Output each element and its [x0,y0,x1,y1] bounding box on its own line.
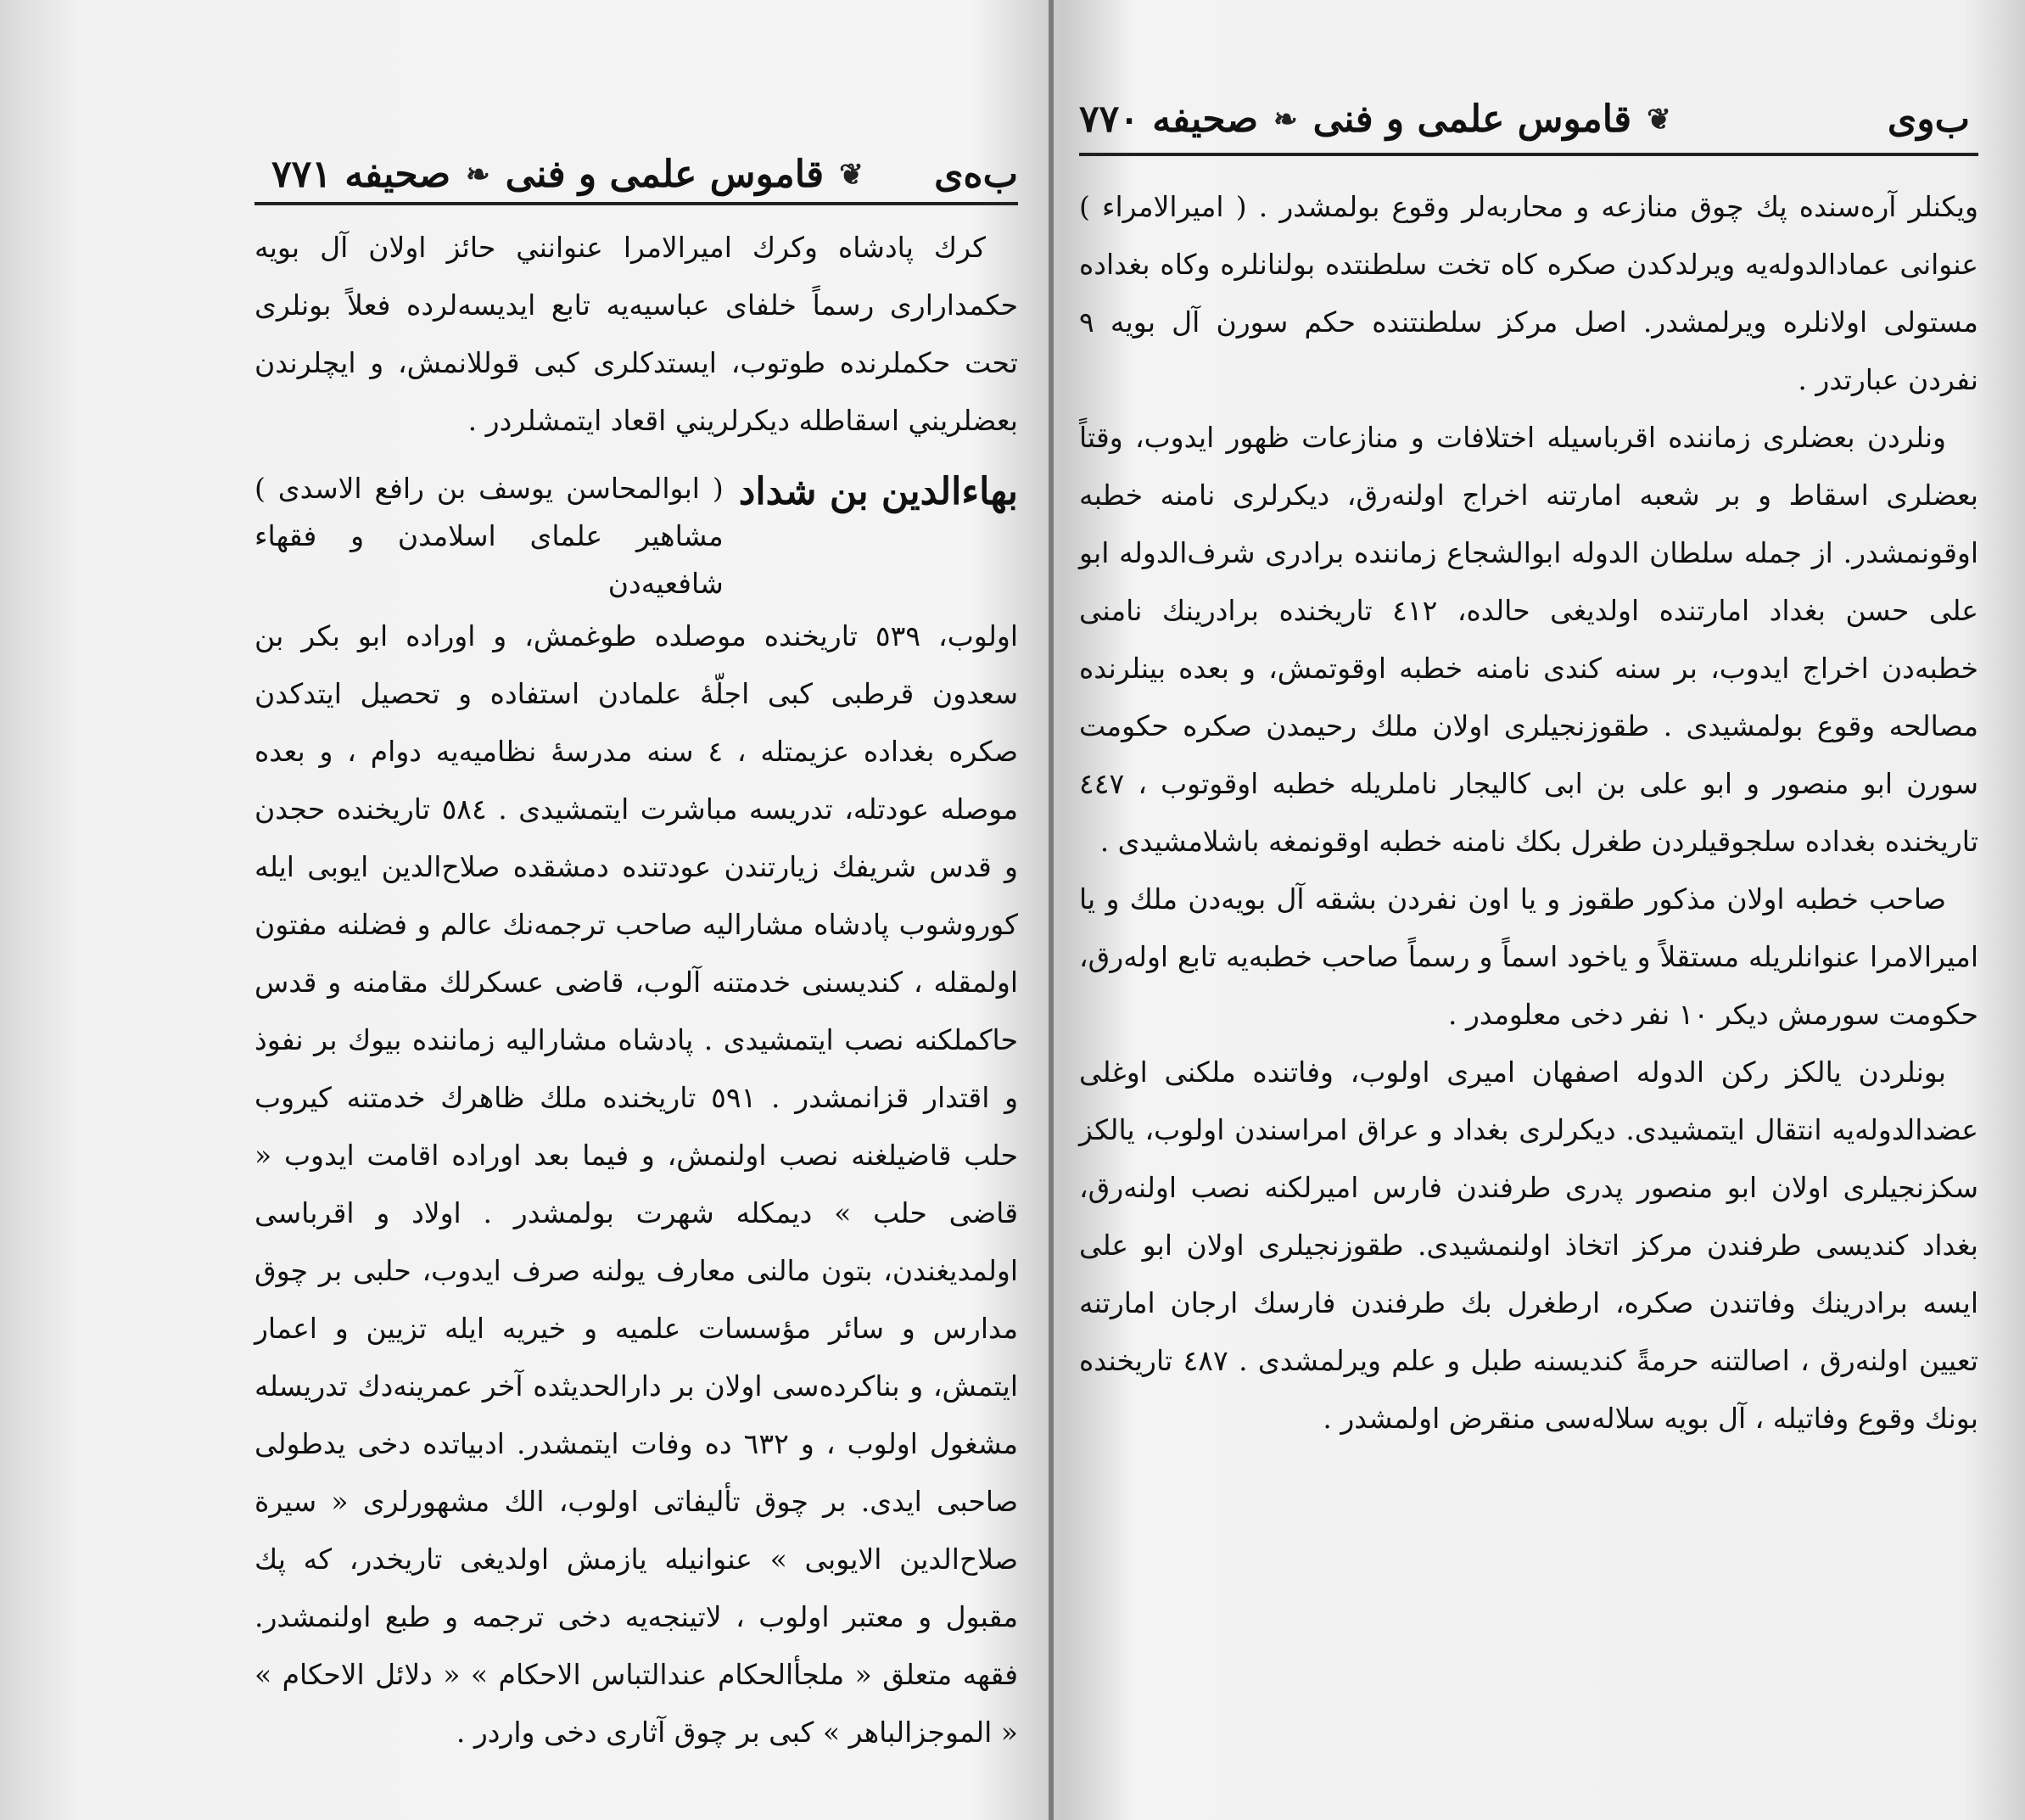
entry-heading [255,465,1018,608]
left-header-rule [255,202,1018,205]
right-header-title: قاموس علمى و فنى [1312,98,1632,141]
right-header-entry: ب‌وى [1887,98,1970,141]
right-header-page-number: صحيفه ٧٧٠ [1079,98,1259,141]
left-header-entry: ب‌ه‌ى [934,153,1018,196]
left-page-header [271,153,1018,196]
right-paragraph: ويكنلر آره‌سنده پك چوق منازعه و محاربه‌لر وقوع بولمشدر . ( اميرالامراء ) عنوانى عمادالدوله‌يه ويرلدكدن صكره كاه تخت سلطنتده بولنانلره وكاه بغداده مستولى اولانلره ويرلمشدر. اصل مركز سلطنتنده حكم سورن آل بويه ٩ نفردن عبارتدر . [1079,190,1978,396]
entry-subtitle: ( ابوالمحاسن يوسف بن رافع الاسدى ) مشاهير علماى اسلامدن و فقهاء شافعيه‌دن [255,472,724,600]
entry-name: بهاءالدين بن شداد [738,470,1018,513]
right-header-title-group [1079,98,1671,141]
left-header-title-group [271,153,864,196]
ornament-icon: ❦ [839,157,864,192]
ornament-icon: ❧ [466,157,490,192]
right-paragraph: بونلردن يالكز ركن الدوله اصفهان اميرى اولوب، وفاتنده ملكنى اوغلى عضدالدوله‌يه انتقال ايتمشيدى. ديكرلرى بغداد و عراق امراسندن اولوب، يالكز سكزنجيلرى اولان ابو منصور پدرى طرفندن فارس اميرلكنه نصب اولنه‌رق، بغداد كنديسى طرفندن مركز اتخاذ اولنمشيدى. طقوزنجيلرى اولان ابو على ايسه برادرينك وفاتندن صكره، ارطغرل بك طرفندن فارسك ارجان امارتنه تعيين اولنه‌رق ، اصالتنه حرمةً كنديسنه طبل و علم ويرلمشدى . ٤٨٧ تاريخنده بونك وقوع وفاتيله ، آل بويه سلاله‌سى منقرض اولمشدر . [1079,1056,1978,1435]
right-paragraph: صاحب خطبه اولان مذكور طقوز و يا اون نفردن بشقه آل بويه‌دن ملك و يا اميرالامرا عنوانلريله مستقلاً و ياخود اسماً و رسماً صاحب خطبه‌يه تابع اوله‌رق، حكومت سورمش ديكر ١٠ نفر دخى معلومدر . [1079,882,1978,1031]
right-page-body [1079,178,1978,1448]
ornament-icon: ❧ [1273,102,1298,137]
right-page [1054,0,2025,1820]
right-paragraph: ونلردن بعضلرى زماننده اقرباسيله اختلافات و منازعات ظهور ايدوب، وقتاً بعضلرى اسقاط و بر شعبه امارتنه اخراج اولنه‌رق، ديكرلرى نامنه خطبه اوقونمشدر. از جمله سلطان الدوله ابوالشجاع زماننده برادرى شرف‌الدوله ابو على حسن بغداد امارتنده اولديغى حالده، ٤١٢ تاريخنده برادرينك نامنى خطبه‌دن اخراج ايدوب، بر سنه كندى نامنه خطبه اوقوتمش، و بعده بينلرنده مصالحه وقوع بولمشيدى . طقوزنجيلرى اولان ملك رحيمدن صكره حكومت سورن ابو منصور و ابو على بن ابى كاليجار ناملريله خطبه اوقوتوب ، ٤٤٧ تاريخنده بغداده سلجوقيلردن طغرل بكك نامنه خطبه اوقونمغه باشلامشيدى . [1079,421,1978,858]
entry-text: اولوب، ٥٣٩ تاريخنده موصلده طوغمش، و اوراده ابو بكر بن سعدون قرطبى كبى اجلّهٔ علمادن استفاده و تحصيل ايتدكدن صكره بغداده عزيمتله ، ٤ سنه مدرسهٔ نظاميه‌يه دوام ، و بعده موصله عودتله، تدريسه مباشرت ايتمشيدى . ٥٨٤ تاريخنده حجدن و قدس شريفك زيارتندن عودتنده دمشقده صلاح‌الدين ايوبى ايله كوروشوب پادشاه مشاراليه صاحب ترجمه‌نك عالم و فضلنه مفتون اولمقله ، كنديسنى خدمتنه آلوب، قاضى عسكرلك مقامنه و قدس حاكملكنه نصب ايتمشيدى . پادشاه مشاراليه زماننده بيوك بر نفوذ و اقتدار قزانمشدر . ٥٩١ تاريخنده ملك ظاهرك خدمتنه كيروب حلب قاضيلغنه نصب اولنمش، و فيما بعد اوراده اقامت ايدوب « قاضى حلب » ديمكله شهرت بولمشدر . اولاد و اقرباسى اولمديغندن، بتون مالنى معارف يولنه صرف ايدوب، حلبى بر چوق مدارس و سائر مؤسسات علميه و خيريه ايله تزيين و اعمار ايتمش، و بناكرده‌سى اولان بر دارالحديثده آخر عمرينه‌دك تدريسله مشغول اولوب ، و ٦٣٢ ده وفات ايتمشدر. ادبياتده دخى يدطولى صاحبى ايدى. بر چوق تأليفاتى اولوب، الك مشهورلرى « سيرة صلاح‌الدين الايوبى » عنوانيله يازمش اولديغى تاريخدر، كه پك مقبول و معتبر اولوب ، لاتينجه‌يه دخى ترجمه و طبع اولنمشدر. فقهه متعلق « ملجأالحكام عندالتباس الاحكام » « دلائل الاحكام » « الموجزالباهر » كبى بر چوق آثارى دخى واردر . [255,619,1019,1749]
left-header-page-number: صحيفه ٧٧١ [271,153,451,196]
right-page-header [1079,98,1970,141]
right-header-rule [1079,153,1978,156]
left-intro-paragraph: كرك پادشاه وكرك اميرالامرا عنوانني حائز اولان آل بويه حكمدارارى رسماً خلفاى عباسيه‌يه تابع ايديسه‌لرده فعلاً بونلرى تحت حكملرنده طوتوب، ايستدكلرى كبى قوللانمش، و ايچلرندن بعضلريني اسقاطله ديكرلريني اقعاد ايتمشلردر . [255,231,1018,437]
left-page-body [255,219,1018,1761]
ornament-icon: ❦ [1647,102,1671,137]
left-header-title: قاموس علمى و فنى [505,153,825,196]
